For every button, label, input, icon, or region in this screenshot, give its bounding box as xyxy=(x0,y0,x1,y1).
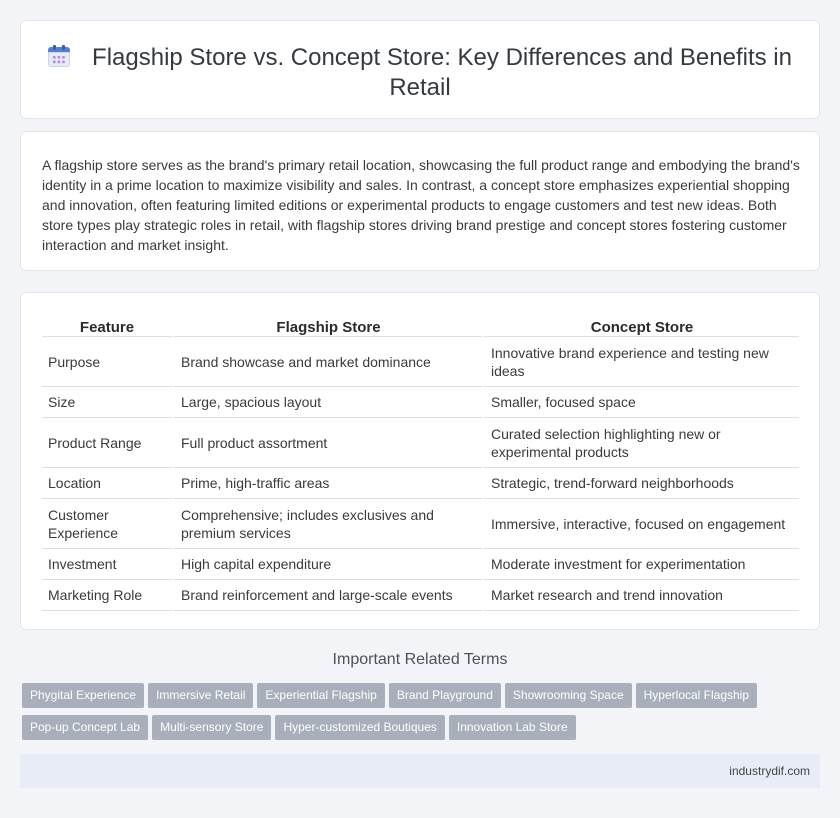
related-terms-title: Important Related Terms xyxy=(332,651,508,668)
tag-showrooming-space[interactable]: Showrooming Space xyxy=(505,683,632,708)
table-cell-flagship: Brand reinforcement and large-scale events xyxy=(172,580,482,611)
header-card xyxy=(20,20,820,119)
intro-card xyxy=(20,131,820,271)
table-cell-flagship: High capital expenditure xyxy=(172,549,482,580)
table-row xyxy=(42,499,799,549)
table-cell-feature: Location xyxy=(42,468,172,499)
table-cell-concept: Immersive, interactive, focused on engagement xyxy=(482,499,799,549)
table-cell-flagship: Comprehensive; includes exclusives and premium services xyxy=(172,499,482,549)
page-title: Flagship Store vs. Concept Store: Key Differences and Benefits in Retail xyxy=(92,44,792,101)
table-cell-flagship: Large, spacious layout xyxy=(172,387,482,418)
page-title-wrap xyxy=(21,43,819,103)
table-cell-feature: Size xyxy=(42,387,172,418)
table-cell-feature: Product Range xyxy=(42,418,172,468)
tag-multi-sensory-store[interactable]: Multi-sensory Store xyxy=(152,715,271,740)
table-header-row xyxy=(42,313,799,337)
table-cell-feature: Investment xyxy=(42,549,172,580)
tag-hyper-customized-boutiques[interactable]: Hyper-customized Boutiques xyxy=(275,715,444,740)
table-row xyxy=(42,418,799,468)
footer xyxy=(20,754,820,788)
table-cell-flagship: Prime, high-traffic areas xyxy=(172,468,482,499)
table-cell-feature: Marketing Role xyxy=(42,580,172,611)
table-row xyxy=(42,580,799,611)
table-cell-concept: Strategic, trend-forward neighborhoods xyxy=(482,468,799,499)
tag-brand-playground[interactable]: Brand Playground xyxy=(389,683,501,708)
tag-phygital-experience[interactable]: Phygital Experience xyxy=(22,683,144,708)
comparison-table xyxy=(42,313,799,611)
table-row xyxy=(42,468,799,499)
tag-row xyxy=(22,715,822,747)
tag-pop-up-concept-lab[interactable]: Pop-up Concept Lab xyxy=(22,715,148,740)
table-cell-feature: Customer Experience xyxy=(42,499,172,549)
table-cell-flagship: Brand showcase and market dominance xyxy=(172,337,482,387)
tag-immersive-retail[interactable]: Immersive Retail xyxy=(148,683,253,708)
table-cell-flagship: Full product assortment xyxy=(172,418,482,468)
table-row xyxy=(42,549,799,580)
tag-hyperlocal-flagship[interactable]: Hyperlocal Flagship xyxy=(636,683,757,708)
intro-paragraph: A flagship store serves as the brand's primary retail location, showcasing the full product range and embodying the brand's identity in a prime location to maximize visibility and sales. In contrast, a concept store emphasizes experiential shopping and innovation, often featuring limited editions or experimental products to engage customers and test new ideas. Both store types play strategic roles in retail, with flagship stores driving brand prestige and concept stores fostering customer interaction and market insight. xyxy=(42,157,800,253)
column-header-flagship: Flagship Store xyxy=(172,313,482,337)
table-cell-concept: Moderate investment for experimentation xyxy=(482,549,799,580)
table-row xyxy=(42,337,799,387)
calendar-icon xyxy=(48,45,70,67)
table-cell-concept: Innovative brand experience and testing new ideas xyxy=(482,337,799,387)
column-header-concept: Concept Store xyxy=(482,313,799,337)
table-row xyxy=(42,387,799,418)
footer-site-link[interactable]: industrydif.com xyxy=(729,764,810,778)
tag-innovation-lab-store[interactable]: Innovation Lab Store xyxy=(449,715,576,740)
table-cell-concept: Market research and trend innovation xyxy=(482,580,799,611)
table-cell-feature: Purpose xyxy=(42,337,172,387)
tag-experiential-flagship[interactable]: Experiential Flagship xyxy=(257,683,384,708)
table-cell-concept: Curated selection highlighting new or experimental products xyxy=(482,418,799,468)
tag-row xyxy=(22,683,822,715)
column-header-feature: Feature xyxy=(42,313,172,337)
comparison-card xyxy=(20,292,820,630)
table-cell-concept: Smaller, focused space xyxy=(482,387,799,418)
related-terms-tags xyxy=(22,683,822,747)
